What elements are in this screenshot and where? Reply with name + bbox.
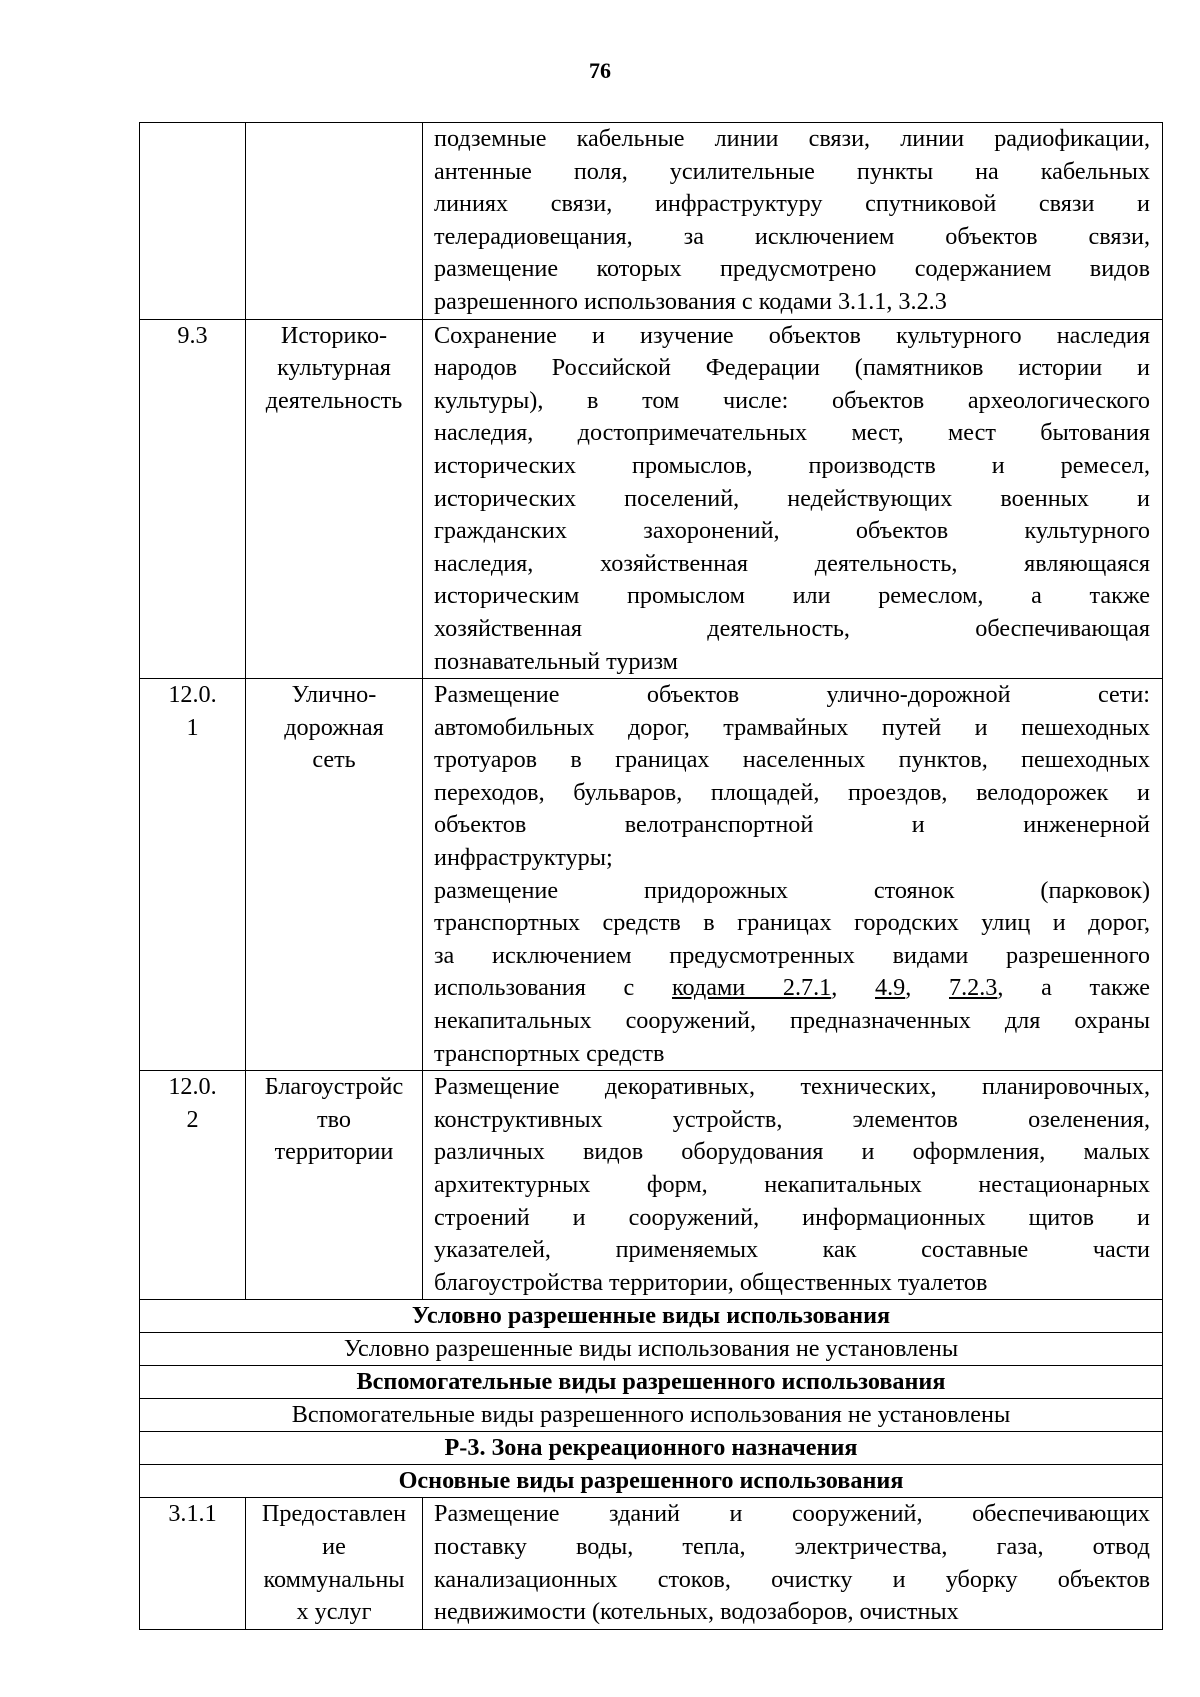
description-line: тротуаров в границах населенных пунктов, пешеходных <box>434 746 1150 774</box>
land-use-table <box>139 122 1163 1630</box>
description-line: антенные поля, усилительные пункты на кабельных <box>434 157 1150 185</box>
description-line: благоустройства территории, общественных туалетов <box>434 1268 988 1296</box>
use-name-line: тво <box>317 1105 351 1133</box>
use-name-cell <box>246 1498 423 1629</box>
code-cell <box>140 679 246 1071</box>
code-line: 12.0. <box>168 1073 217 1101</box>
table-row <box>140 1498 1163 1629</box>
code-reference-link[interactable]: 4.9 <box>875 974 906 1002</box>
description-line: Размещение объектов улично-дорожной сети: <box>434 681 1150 709</box>
code-line: 3.1.1 <box>168 1500 217 1528</box>
description-cell <box>423 123 1163 320</box>
code-cell <box>140 1498 246 1629</box>
table-row <box>140 1071 1163 1300</box>
use-name-line: сеть <box>312 746 356 774</box>
code-line: 9.3 <box>177 321 208 349</box>
description-cell <box>423 1071 1163 1300</box>
table-row <box>140 123 1163 320</box>
use-name-line: Улично- <box>291 681 377 709</box>
description-cell <box>423 679 1163 1071</box>
code-cell <box>140 319 246 679</box>
description-line: наследия, хозяйственная деятельность, являющаяся <box>434 549 1150 577</box>
description-line: некапитальных сооружений, предназначенных для охраны <box>434 1007 1150 1035</box>
section-heading-row <box>140 1366 1163 1399</box>
page-number: 76 <box>589 58 611 83</box>
description-line: переходов, бульваров, площадей, проездов, велодорожек и <box>434 778 1150 806</box>
description-line: Размещение зданий и сооружений, обеспечивающих <box>434 1500 1150 1528</box>
description-line: хозяйственная деятельность, обеспечивающая <box>434 614 1150 642</box>
use-name-cell <box>246 679 423 1071</box>
section-heading: Р-3. Зона рекреационного назначения <box>140 1432 1163 1465</box>
description-line: недвижимости (котельных, водозаборов, очистных <box>434 1598 959 1626</box>
description-line: различных видов оборудования и оформления, малых <box>434 1138 1150 1166</box>
section-heading: Условно разрешенные виды использования <box>140 1300 1163 1333</box>
use-name-line: ие <box>322 1532 346 1560</box>
table-row <box>140 679 1163 1071</box>
description-line: разрешенного использования с кодами 3.1.1, 3.2.3 <box>434 287 947 315</box>
table-row <box>140 319 1163 679</box>
section-heading-row <box>140 1465 1163 1498</box>
code-cell <box>140 1071 246 1300</box>
section-note: Вспомогательные виды разрешенного использования не установлены <box>140 1399 1163 1432</box>
description-line: размещение придорожных стоянок (парковок) <box>434 876 1150 904</box>
use-name-cell <box>246 123 423 320</box>
description-cell <box>423 319 1163 679</box>
description-line: строений и сооружений, информационных щитов и <box>434 1203 1150 1231</box>
section-heading-row <box>140 1432 1163 1465</box>
section-note-row <box>140 1333 1163 1366</box>
description-line: размещение которых предусмотрено содержанием видов <box>434 255 1150 283</box>
description-line: гражданских захоронений, объектов культурного <box>434 517 1150 545</box>
code-reference-link[interactable]: 7.2.3 <box>949 974 998 1002</box>
section-heading: Основные виды разрешенного использования <box>140 1465 1163 1498</box>
use-name-line: территории <box>274 1138 394 1166</box>
description-line: архитектурных форм, некапитальных нестационарных <box>434 1171 1150 1198</box>
use-name-line: Благоустройс <box>264 1073 404 1101</box>
description-line: подземные кабельные линии связи, линии радиофикации, <box>434 125 1150 152</box>
description-line: исторических промыслов, производств и ремесел, <box>434 451 1150 479</box>
description-line: за исключением предусмотренных видами разрешенного <box>434 941 1150 969</box>
description-line: использования с кодами 2.7.1, 4.9, 7.2.3, а также <box>434 974 1150 1002</box>
use-name-line: х услуг <box>296 1598 372 1626</box>
description-line: указателей, применяемых как составные части <box>434 1236 1150 1264</box>
use-name-line: деятельность <box>265 386 403 414</box>
code-reference-link[interactable]: кодами 2.7.1 <box>671 974 832 1002</box>
description-line: историческим промыслом или ремеслом, а также <box>434 582 1150 610</box>
section-heading: Вспомогательные виды разрешенного использования <box>140 1366 1163 1399</box>
use-name-line: Историко- <box>280 321 388 349</box>
use-name-cell <box>246 1071 423 1300</box>
use-name-line: культурная <box>277 354 391 382</box>
description-line: наследия, достопримечательных мест, мест бытования <box>434 419 1150 447</box>
code-line: 1 <box>186 713 199 741</box>
description-line: исторических поселений, недействующих военных и <box>434 484 1150 512</box>
use-name-line: коммунальны <box>263 1565 405 1593</box>
use-name-line: дорожная <box>284 713 384 741</box>
description-line: конструктивных устройств, элементов озеленения, <box>434 1105 1150 1133</box>
description-line: инфраструктуры; <box>434 844 613 872</box>
description-line: автомобильных дорог, трамвайных путей и пешеходных <box>434 713 1150 741</box>
section-note: Условно разрешенные виды использования не установлены <box>140 1333 1163 1366</box>
section-heading-row <box>140 1300 1163 1333</box>
description-cell <box>423 1498 1163 1629</box>
use-name-line: Предоставлен <box>261 1500 407 1528</box>
section-note-row <box>140 1399 1163 1432</box>
description-line: Размещение декоративных, технических, планировочных, <box>434 1073 1150 1101</box>
description-line: Сохранение и изучение объектов культурного наследия <box>434 321 1150 349</box>
description-line: линиях связи, инфраструктуру спутниковой связи и <box>434 190 1150 218</box>
description-line: телерадиовещания, за исключением объектов связи, <box>434 222 1150 250</box>
use-name-cell <box>246 319 423 679</box>
description-line: культуры), в том числе: объектов археологического <box>434 386 1150 414</box>
code-cell <box>140 123 246 320</box>
description-line: транспортных средств <box>434 1039 665 1067</box>
code-line: 2 <box>186 1105 199 1133</box>
description-line: поставку воды, тепла, электричества, газа, отвод <box>434 1532 1150 1560</box>
code-line: 12.0. <box>168 681 217 709</box>
description-line: транспортных средств в границах городских улиц и дорог, <box>434 909 1150 937</box>
description-line: канализационных стоков, очистку и уборку объектов <box>434 1565 1150 1593</box>
description-line: объектов велотранспортной и инженерной <box>434 811 1150 839</box>
description-line: народов Российской Федерации (памятников истории и <box>434 354 1150 382</box>
description-line: познавательный туризм <box>434 647 678 675</box>
